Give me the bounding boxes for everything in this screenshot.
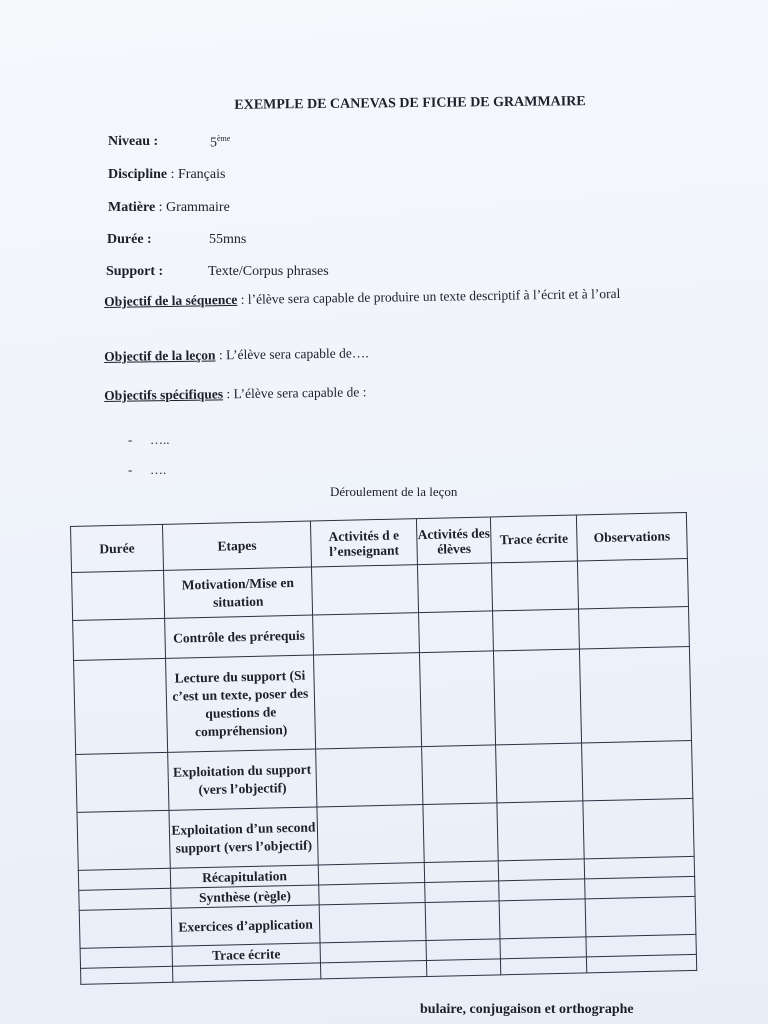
meta-value: Texte/Corpus phrases <box>208 264 329 279</box>
objective-specifiques <box>104 376 684 408</box>
cell <box>317 805 424 865</box>
step-label: Contrôle des prérequis <box>165 615 314 658</box>
cell <box>579 646 691 742</box>
cell <box>417 563 492 613</box>
meta-key: Niveau : <box>108 134 159 149</box>
header-trace-ecrite: Trace écrite <box>490 515 577 563</box>
cell <box>79 908 172 948</box>
cell <box>491 561 578 611</box>
step-label: Exploitation du support (vers l’objectif) <box>168 749 317 810</box>
cell <box>577 559 688 609</box>
objective-text: : L’élève sera capable de : <box>222 384 367 402</box>
bullet-text: ….. <box>150 432 170 447</box>
cell <box>585 876 695 898</box>
objective-text: : l’élève sera capable de produire un texte descriptif à l’écrit et à l’oral <box>237 285 621 307</box>
cell <box>583 798 694 858</box>
objective-key: Objectifs spécifiques <box>104 386 224 403</box>
cell <box>80 946 172 968</box>
cell <box>426 939 500 961</box>
cell <box>419 611 494 653</box>
objective-key: Objectif de la leçon <box>104 347 216 364</box>
table-row <box>74 646 692 754</box>
cell <box>497 801 584 861</box>
cell <box>582 740 693 800</box>
cell <box>584 856 694 878</box>
cell <box>499 879 585 901</box>
step-label: Trace écrite <box>172 943 320 966</box>
page-title: EXEMPLE DE CANEVAS DE FICHE DE GRAMMAIRE <box>234 94 586 113</box>
meta-support <box>106 264 329 280</box>
cell <box>72 570 165 620</box>
cell <box>320 961 426 979</box>
header-activites-enseignant: Activités d e l’enseignant <box>310 519 417 567</box>
meta-key: Matière <box>108 200 156 215</box>
meta-value: : Grammaire <box>158 200 230 215</box>
step-label: Exercices d’application <box>171 905 320 946</box>
cell <box>586 954 696 972</box>
meta-duree <box>107 232 247 248</box>
cell <box>311 565 418 615</box>
meta-key: Support : <box>106 264 164 279</box>
cell <box>316 747 423 807</box>
objective-sequence <box>104 281 684 314</box>
meta-superscript: ème <box>217 134 231 143</box>
step-label: Synthèse (règle) <box>171 885 319 908</box>
step-label: Motivation/Mise en situation <box>164 567 313 618</box>
table-caption: Déroulement de la leçon <box>330 484 458 499</box>
header-etapes: Etapes <box>162 521 311 570</box>
cell <box>320 941 426 963</box>
cell <box>493 609 580 651</box>
cell <box>500 937 586 959</box>
cell <box>419 651 495 747</box>
meta-value: 55mns <box>209 232 247 247</box>
cell <box>422 745 497 805</box>
meta-discipline <box>108 167 225 183</box>
cell <box>493 649 581 745</box>
bullet-item <box>128 432 170 448</box>
objective-text: : L’élève sera capable de…. <box>215 345 369 363</box>
header-duree: Durée <box>71 524 164 572</box>
bullet-text: …. <box>150 462 167 477</box>
cell <box>319 883 425 905</box>
step-label: Lecture du support (Si c’est un texte, poser des questions de compréhension) <box>166 655 316 752</box>
cell <box>423 803 498 863</box>
cell <box>76 752 169 812</box>
cell <box>498 859 584 881</box>
meta-key: Durée : <box>107 232 152 247</box>
meta-value <box>210 134 230 152</box>
cell <box>318 863 424 885</box>
cell <box>499 899 586 939</box>
meta-matiere <box>108 200 230 216</box>
step-label: Récapitulation <box>170 865 318 888</box>
cell <box>425 881 499 903</box>
bullet-dash: - <box>128 432 133 447</box>
step-label: Exploitation d’un second support (vers l’objectif) <box>169 807 318 868</box>
cell <box>173 963 321 982</box>
cell <box>73 618 166 660</box>
meta-key: Discipline <box>108 167 168 182</box>
lesson-table <box>70 512 697 985</box>
cell <box>585 896 696 936</box>
meta-value-text: 5 <box>210 135 217 151</box>
cell <box>586 934 696 956</box>
cell <box>78 868 170 890</box>
objective-key: Objectif de la séquence <box>104 291 238 309</box>
cell <box>79 888 171 910</box>
cell <box>425 901 500 941</box>
cell <box>77 810 170 870</box>
cell <box>319 903 426 943</box>
cell <box>496 743 583 803</box>
footer-cut-text: bulaire, conjugaison et orthographe <box>420 1002 634 1017</box>
cell <box>579 606 690 648</box>
cell <box>500 957 586 975</box>
cell <box>426 959 500 977</box>
header-observations: Observations <box>576 513 687 561</box>
meta-niveau <box>108 134 231 151</box>
bullet-item <box>128 462 166 478</box>
header-activites-eleves: Activités des élèves <box>416 517 491 565</box>
cell <box>81 966 173 984</box>
objective-lecon <box>104 337 684 369</box>
cell <box>424 861 498 883</box>
meta-value: : Français <box>170 167 226 182</box>
cell <box>74 658 168 754</box>
cell <box>313 653 421 749</box>
cell <box>313 613 420 655</box>
bullet-dash: - <box>128 462 133 477</box>
